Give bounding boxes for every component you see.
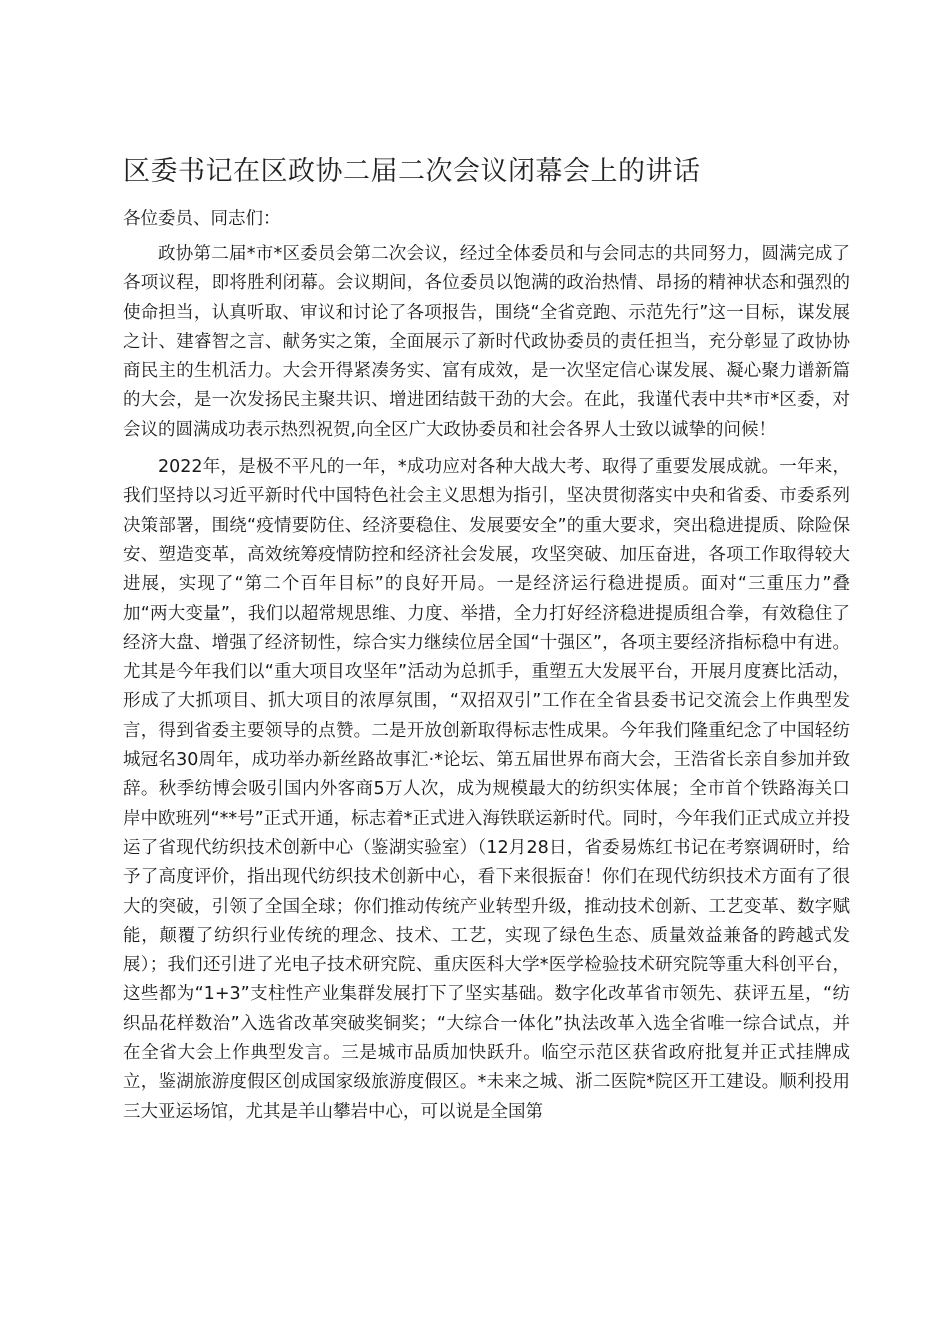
document-page [123,150,850,1135]
paragraph-opening: 政协第二届*市*区委员会第二次会议，经过全体委员和与会同志的共同努力，圆满完成了各项议程，即将胜利闭幕。会议期间，各位委员以饱满的政治热情、昂扬的精神状态和强烈的使命担当，认真听取、审议和讨论了各项报告，围绕“全省竞跑、示范先行”这一目标，谋发展之计、建睿智之言、献务实之策，全面展示了新时代政协委员的责任担当，充分彰显了政协协商民主的生机活力。大会开得紧凑务实、富有成效，是一次坚定信心谋发展、凝心聚力谱新篇的大会，是一次发扬民主聚共识、增进团结鼓干劲的大会。在此，我谨代表中共*市*区委，对会议的圆满成功表示热烈祝贺,向全区广大政协委员和社会各界人士致以诚挚的问候！ [123,244,850,440]
salutation: 各位委员、同志们： [123,209,281,229]
paragraph-review-2022: 2022年，是极不平凡的一年，*成功应对各种大战大考、取得了重要发展成就。一年来，我们坚持以习近平新时代中国特色社会主义思想为指引，坚决贯彻落实中央和省委、市委系列决策部署，围绕“疫情要防住、经济要稳住、发展要安全”的重大要求，突出稳进提质、除险保安、塑造变革，高效统筹疫情防控和经济社会发展，攻坚突破、加压奋进，各项工作取得较大进展，实现了“第二个百年目标”的良好开局。一是经济运行稳进提质。面对“三重压力”叠加“两大变量”，我们以超常规思维、力度、举措，全力打好经济稳进提质组合拳，有效稳住了经济大盘、增强了经济韧性，综合实力继续位居全国“十强区”，各项主要经济指标稳中有进。尤其是今年我们以“重大项目攻坚年”活动为总抓手，重塑五大发展平台，开展月度赛比活动，形成了大抓项目、抓大项目的浓厚氛围，“双招双引”工作在全省县委书记交流会上作典型发言，得到省委主要领导的点赞。二是开放创新取得标志性成果。今年我们隆重纪念了中国轻纺城冠名30周年，成功举办新丝路故事汇·*论坛、第五届世界布商大会，王浩省长亲自参加并致辞。秋季纺博会吸引国内外客商5万人次，成为规模最大的纺织实体展；全市首个铁路海关口岸中欧班列“**号”正式开通，标志着*正式进入海铁联运新时代。同时，今年我们正式成立并投运了省现代纺织技术创新中心（鉴湖实验室）（12月28日，省委易炼红书记在考察调研时，给予了高度评价，指出现代纺织技术创新中心，看下来很振奋！你们在现代纺织技术方面有了很大的突破，引领了全国全球；你们推动传统产业转型升级，推动技术创新、工艺变革、数字赋能，颠覆了纺织行业传统的理念、技术、工艺，实现了绿色生态、质量效益兼备的跨越式发展）；我们还引进了光电子技术研究院、重庆医科大学*医学检验技术研究院等重大科创平台，这些都为“1+3”支柱性产业集群发展打下了坚实基础。数字化改革省市领先、获评五星，“纺织品花样数治”入选省改革突破奖铜奖；“大综合一体化”执法改革入选全省唯一综合试点，并在全省大会上作典型发言。三是城市品质加快跃升。临空示范区获省政府批复并正式挂牌成立，鉴湖旅游度假区创成国家级旅游度假区。*未来之城、浙二医院*院区开工建设。顺利投用三大亚运场馆，尤其是羊山攀岩中心，可以说是全国第 [123,457,850,1122]
document-title: 区委书记在区政协二届二次会议闭幕会上的讲话 [123,156,701,187]
